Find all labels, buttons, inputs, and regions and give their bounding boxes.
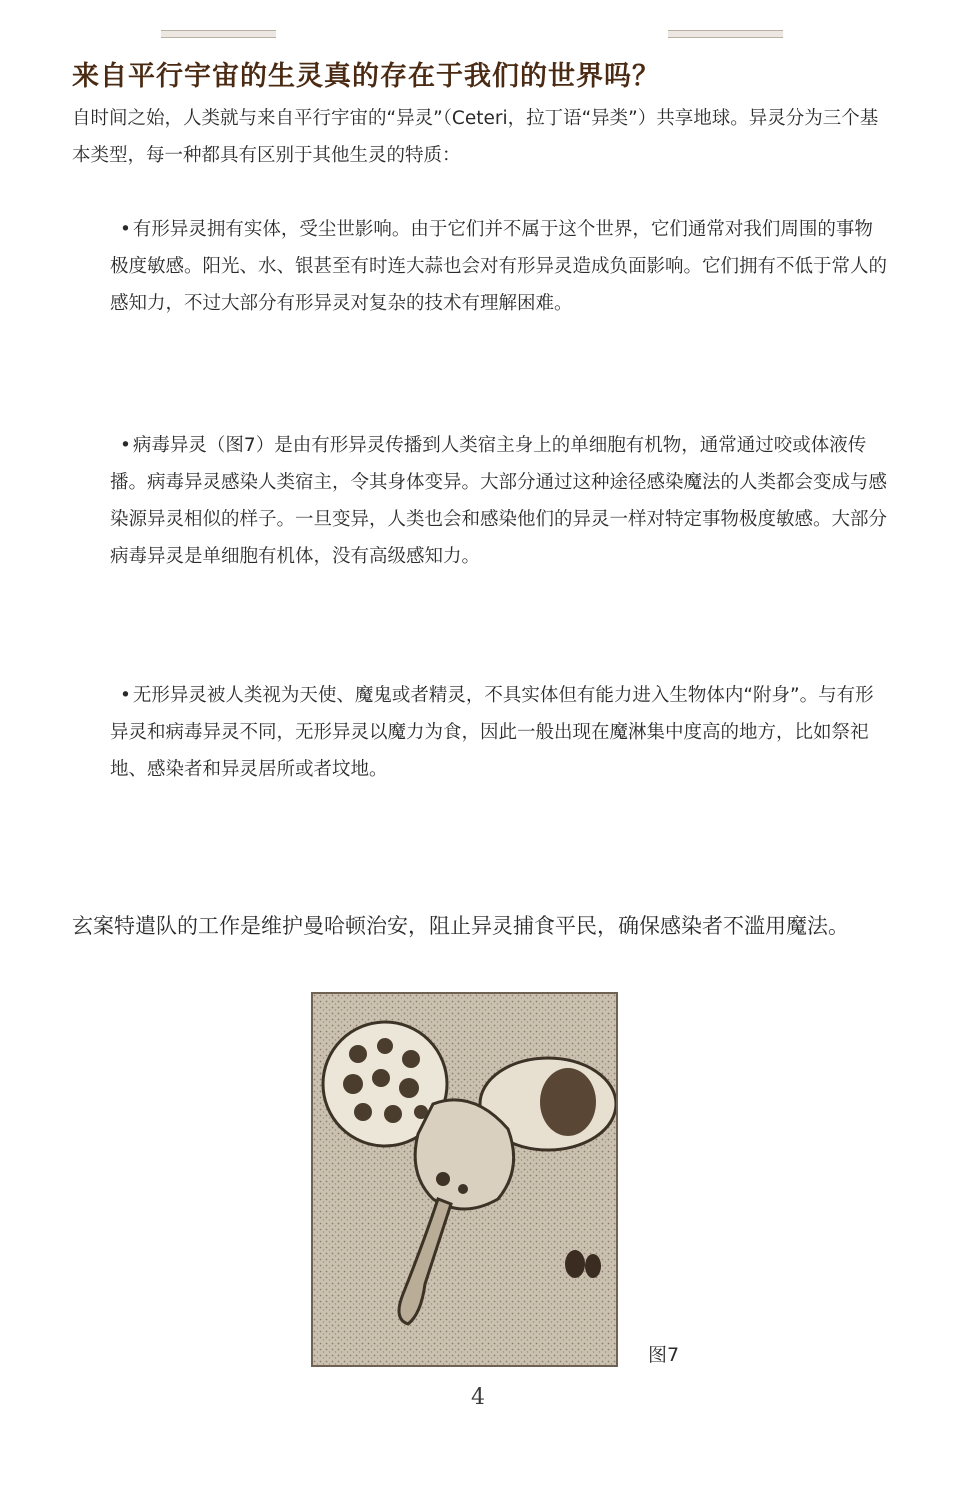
bullet-marker: • (120, 219, 131, 240)
header-decoration-right (668, 30, 783, 38)
figure-microscope-image (311, 992, 618, 1367)
page-title: 来自平行宇宙的生灵真的存在于我们的世界吗？ (72, 61, 660, 92)
intro-paragraph: 自时间之始，人类就与来自平行宇宙的“异灵”（Ceteri，拉丁语“异类”）共享地球。异灵分为三个基本类型，每一种都具有区别于其他生灵的特质： (72, 108, 879, 166)
header-decoration-left (161, 30, 276, 38)
bullet-marker: • (120, 685, 131, 706)
summary-paragraph: 玄案特遣队的工作是维护曼哈顿治安，阻止异灵捕食平民，确保感染者不滥用魔法。 (72, 914, 849, 938)
page-number: 4 (471, 1385, 485, 1410)
cell-illustration (313, 994, 616, 1365)
bullet-marker: • (120, 435, 131, 456)
bullet-text: 有形异灵拥有实体，受尘世影响。由于它们并不属于这个世界，它们通常对我们周围的事物极度敏感。阳光、水、银甚至有时连大蒜也会对有形异灵造成负面影响。它们拥有不低于常人的感知力，不过大部分有形异灵对复杂的技术有理解困难。 (110, 219, 888, 314)
bullet-viral (110, 427, 888, 575)
bullet-text: 病毒异灵（图7）是由有形异灵传播到人类宿主身上的单细胞有机物，通常通过咬或体液传播。病毒异灵感染人类宿主，令其身体变异。大部分通过这种途径感染魔法的人类都会变成与感染源异灵相似的样子。一旦变异，人类也会和感染他们的异灵一样对特定事物极度敏感。大部分病毒异灵是单细胞有机体，没有高级感知力。 (110, 435, 888, 567)
bullet-incorporeal (110, 677, 888, 788)
figure-caption: 图7 (648, 1344, 680, 1366)
bullet-text: 无形异灵被人类视为天使、魔鬼或者精灵，不具实体但有能力进入生物体内“附身”。与有形异灵和病毒异灵不同，无形异灵以魔力为食，因此一般出现在魔淋集中度高的地方，比如祭祀地、感染者和异灵居所或者坟地。 (110, 685, 874, 780)
bullet-corporeal (110, 211, 888, 322)
